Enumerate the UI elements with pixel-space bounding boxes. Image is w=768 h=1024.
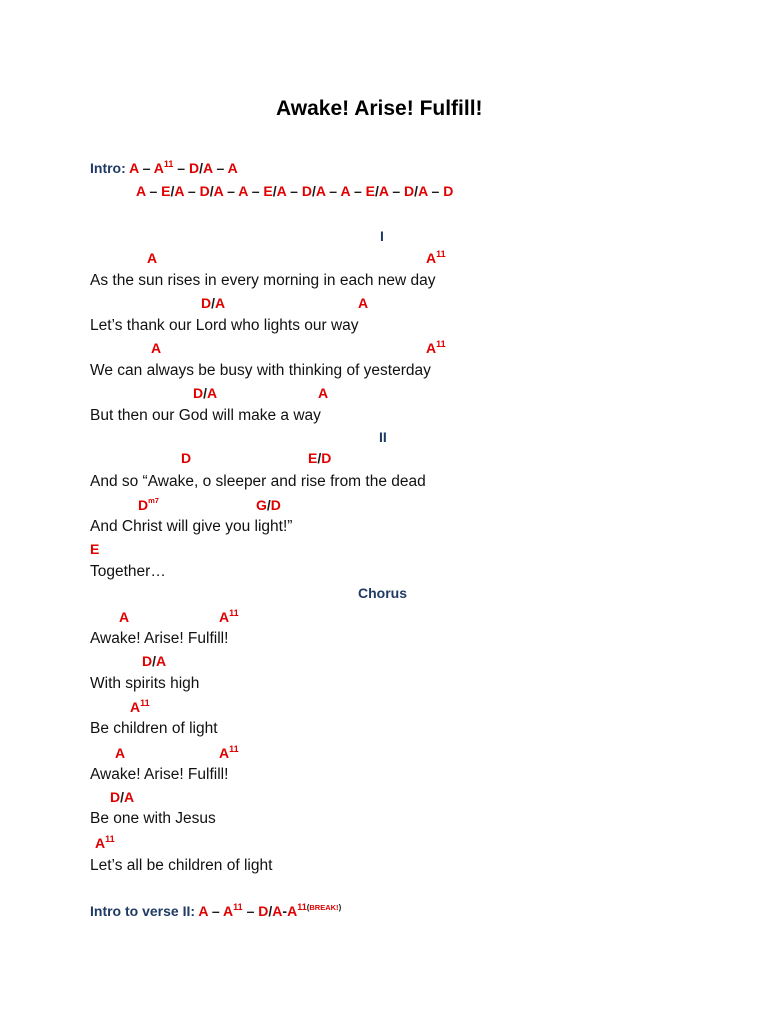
chord: D/A [110,789,135,805]
lyric-line: With spirits high [90,675,200,692]
chord-token: A [213,183,224,199]
chord: E/D [308,450,332,466]
verse-1-heading: I [380,228,384,244]
intro-to-verse-2 [90,904,341,918]
chorus-heading: Chorus [358,585,407,601]
chord: $A^{11}$ [219,608,239,625]
chord-token: 11 [297,902,307,912]
chord-token: – [325,183,341,199]
lyric-line: Awake! Arise! Fulfill! [90,766,229,783]
lyric-line: We can always be busy with thinking of yesterday [90,362,431,379]
chord: D/A [142,653,167,669]
chord: D/A [193,385,218,401]
lyric-line: Let’s all be children of light [90,857,273,874]
chord-token: E [161,183,171,199]
chord: A [119,609,130,625]
lyric-line: Be one with Jesus [90,810,216,827]
intro-line-1 [90,161,238,175]
chord-token: A [315,183,326,199]
chord-token: – [223,183,239,199]
chord-token: – [350,183,366,199]
chord-token: – [145,183,162,199]
chord-token: D [404,183,415,199]
chord-token: - [282,903,288,919]
chord-token: A [223,903,234,919]
chord-token: – [208,903,224,919]
chord-token: / [311,183,316,199]
chord: $A^{11}$ [426,339,446,356]
chord-token: – [286,183,302,199]
chord-token: E [365,183,375,199]
chord-token: / [268,903,273,919]
lyric-line: And so “Awake, o sleeper and rise from the dead [90,473,426,490]
chord-token: A [198,903,208,919]
chord-token: / [414,183,419,199]
chord-token: D [301,183,312,199]
chord-token: E [263,183,273,199]
intro-verse-2-label: Intro to verse II: [90,903,196,919]
chord-token: D [258,903,269,919]
lyric-line: Be children of light [90,720,218,737]
chord-token: – [427,183,444,199]
lyric-line: But then our God will make a way [90,407,321,424]
chord: A [147,250,158,266]
chord-token: – [173,160,189,176]
chord-token: ) [338,903,342,912]
chord-token: A [153,160,164,176]
chord-token: A [276,183,287,199]
chord-token: – [242,903,259,919]
chord-token: – [247,183,264,199]
chord: A [318,385,329,401]
chord: A [358,295,369,311]
chord-token: – [184,183,200,199]
chord: G/D [256,497,281,513]
lyric-line: And Christ will give you light!” [90,518,293,535]
chord-token: A [287,903,298,919]
chord-token: A [227,160,238,176]
chord: $A^{11}$ [130,698,150,715]
verse-2-heading: II [379,429,387,445]
chord-token: D [199,183,210,199]
chord-token: / [209,183,214,199]
chord: $A^{11}$ [95,834,115,851]
intro-chords-2 [136,183,453,199]
intro-verse-2-chords [198,903,341,919]
chord: D/A [201,295,226,311]
chord: D [181,450,192,466]
intro-line-2 [136,184,453,198]
chord-token: – [212,160,228,176]
intro-label: Intro: [90,160,126,176]
lyric-line: Awake! Arise! Fulfill! [90,630,229,647]
chord-token: / [374,183,379,199]
chord-token: / [199,160,204,176]
chord-token: A [340,183,351,199]
chord-token: A [174,183,184,199]
chord-token: A [378,183,389,199]
intro-chords-1 [129,160,238,176]
chord-token: D [443,183,454,199]
chord-token: A [238,183,248,199]
chord: A [115,745,126,761]
chord: A [151,340,162,356]
chord-token: D [189,160,200,176]
chord-token: – [388,183,405,199]
chord-token: 11 [163,159,174,169]
chord-token: A [418,183,428,199]
chord: $A^{11}$ [426,249,446,266]
chord-token: A [272,903,283,919]
lyric-line: Together… [90,563,166,580]
chord: $D^{m7}$ [138,496,159,513]
song-title: Awake! Arise! Fulfill! [276,97,483,120]
chord: E [90,541,100,557]
chord-token: A [136,183,146,199]
chord-token: / [272,183,277,199]
chord-token: / [170,183,175,199]
lyric-line: Let’s thank our Lord who lights our way [90,317,359,334]
lyric-line: As the sun rises in every morning in each new day [90,272,436,289]
chord: $A^{11}$ [219,744,239,761]
break-note: BREAK! [309,903,339,912]
chord-token: ( [306,903,310,912]
chord-token: – [138,160,154,176]
chord-token: A [203,160,213,176]
chord-token: 11 [233,902,243,912]
chord-token: A [129,160,139,176]
